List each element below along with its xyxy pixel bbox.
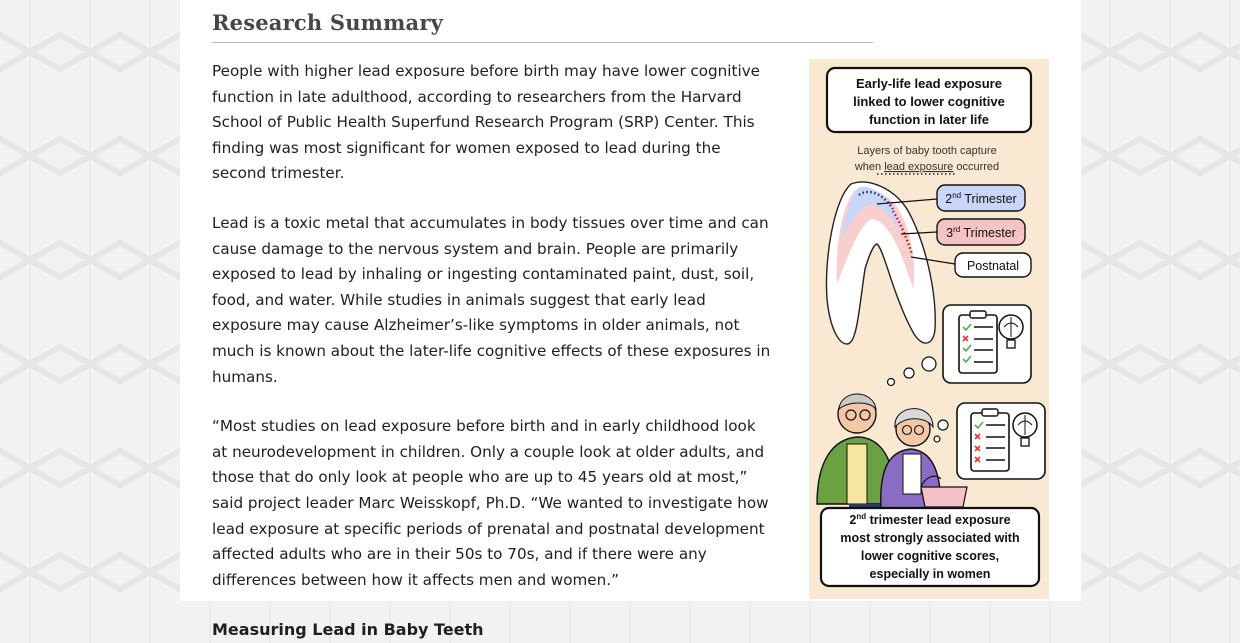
svg-text:3rd Trimester: 3rd Trimester — [946, 225, 1016, 240]
svg-text:Postnatal: Postnatal — [966, 259, 1020, 273]
conclusion-line-3: lower cognitive scores, — [860, 549, 1000, 563]
clipboard-brain-icon — [943, 305, 1031, 383]
title-line-2: linked to lower cognitive — [853, 94, 1005, 109]
paragraph-2: Lead is a toxic metal that accumulates in body tissues over time and can cause damage to the nervous system and brain. People are primarily exposed to lead by inhaling or ingesting contaminated paint, dust, soil, food, and water. While studies in animals suggest that early lead exposure may cause Alzheimer’s-like symptoms in older animals, not much is known about the later-life cognitive effects of these exposures in humans. — [212, 213, 771, 386]
svg-text:2nd Trimester: 2nd Trimester — [945, 191, 1017, 206]
article-body — [212, 59, 772, 643]
infographic-title-box — [827, 68, 1031, 132]
conclusion-line-4: especially in women — [869, 567, 991, 581]
lead-exposure-link: lead exposure — [884, 161, 954, 173]
content-page — [180, 0, 1081, 640]
conclusion-line-1: 2nd trimester lead exposure — [849, 512, 1011, 527]
clipboard-brain-icon-2 — [957, 403, 1045, 479]
infographic-conclusion-box — [821, 508, 1039, 586]
infographic — [809, 59, 1049, 599]
label-3rd-trimester — [937, 219, 1025, 245]
subheading: Measuring Lead in Baby Teeth — [212, 620, 484, 640]
label-2nd-trimester — [937, 185, 1025, 211]
baby-tooth-illustration — [826, 182, 955, 344]
tooth-caption-line-2: when lead exposure occurred — [854, 161, 1000, 173]
label-postnatal — [955, 253, 1031, 277]
paragraph-3: “Most studies on lead exposure before birth and in early childhood look at neurodevelopment in children. Only a couple look at older adults, and those that do only look at people who are up to 45 years old at most,” said project leader Marc Weisskopf, Ph.D. “We wanted to investigate how lead exposure at specific periods of prenatal and postnatal development affected adults who are in their 50s to 70s, and if there were any differences between how it affects men and women.” — [212, 417, 769, 589]
conclusion-line-2: most strongly associated with — [840, 531, 1020, 545]
section-heading: Research Summary — [212, 10, 443, 35]
paragraph-1: People with higher lead exposure before birth may have lower cognitive function in late adulthood, according to researchers from the Harvard School of Public Health Superfund Research Program (SRP) Center. This finding was most significant for women exposed to lead during the second trimester. — [212, 62, 761, 183]
title-line-3: function in later life — [869, 112, 989, 127]
title-line-1: Early-life lead exposure — [856, 76, 1002, 91]
heading-divider — [212, 42, 873, 43]
tooth-caption-line-1: Layers of baby tooth capture — [857, 145, 997, 157]
elderly-couple-illustration — [817, 394, 967, 512]
